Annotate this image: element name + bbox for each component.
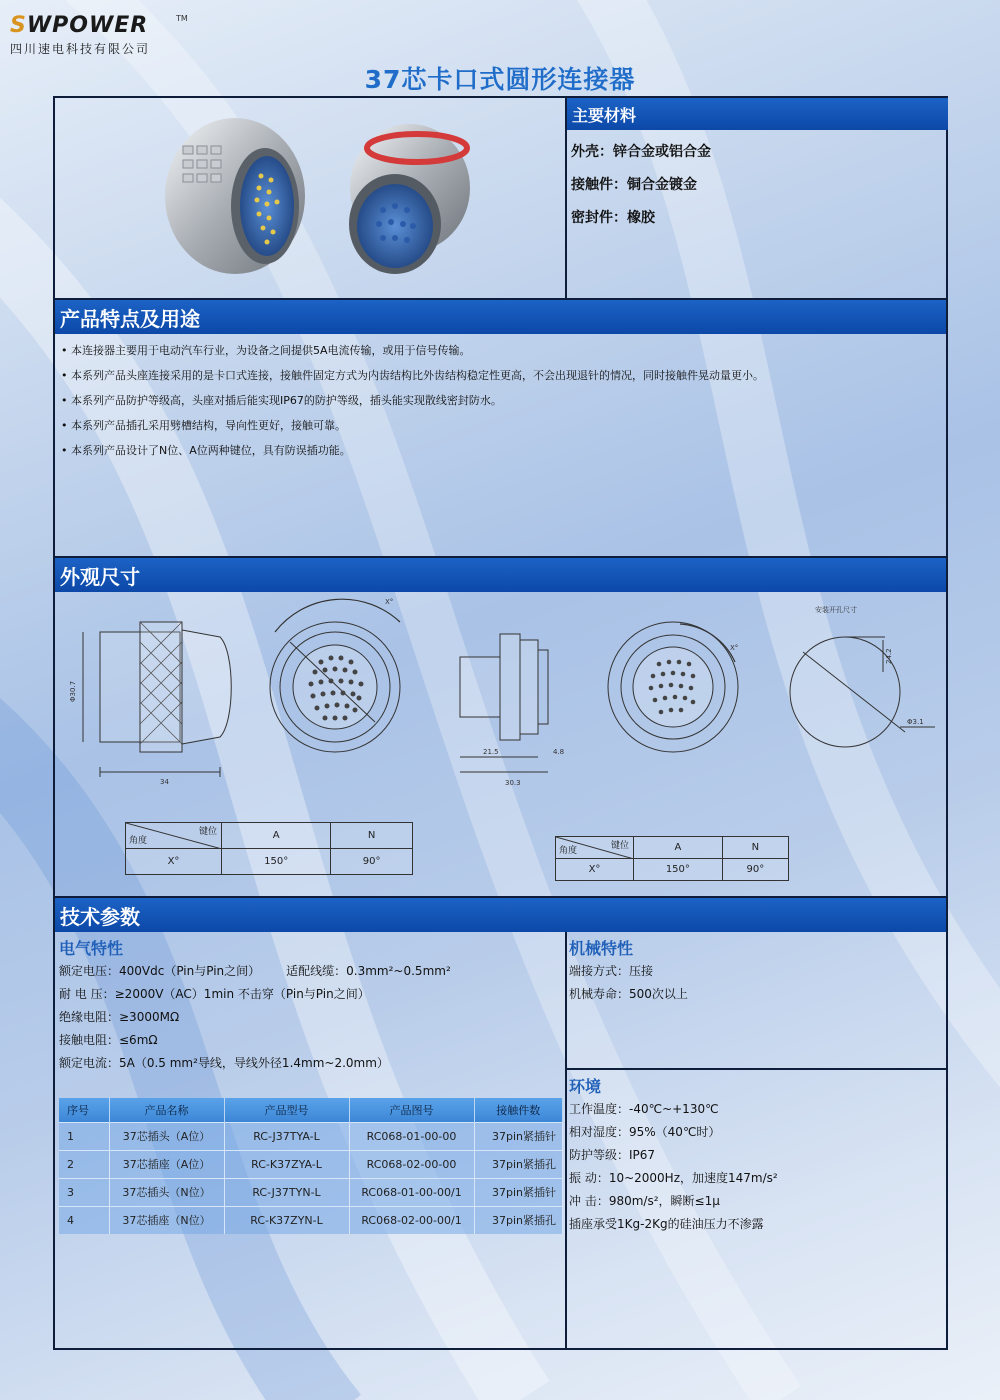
feature-item: • 本系列产品设计了N位、A位两种键位，具有防误插功能。 [59,438,939,463]
col-drawing: 产品图号 [349,1098,474,1122]
trademark-mark: TM [176,14,188,23]
cell-index: 4 [59,1206,109,1234]
table-header-row [59,1098,563,1122]
spec-line [59,960,451,983]
spec-line: 机械寿命：500次以上 [569,987,688,1001]
cell-contacts: 37pin紧插孔 [474,1150,563,1178]
cell-name: 37芯插头（A位） [109,1122,224,1150]
electrical-heading: 电气特性 [59,939,124,958]
key-label: 键位 [198,827,217,837]
dimensions-heading: 外观尺寸 [60,564,140,589]
dim-panel-label: 安装开孔尺寸 [815,606,857,614]
feature-item: • 本连接器主要用于电动汽车行业，为设备之间提供5A电流传输，或用于信号传输。 [59,338,939,363]
col-index: 序号 [59,1098,109,1122]
materials-heading: 主要材料 [572,105,637,125]
cell-model: RC-K37ZYN-L [224,1206,349,1234]
cell-name: 37芯插座（A位） [109,1150,224,1178]
dim-b: 30.3 [505,779,521,787]
dim-angle-mark-2: X° [730,644,739,652]
mechanical-heading: 机械特性 [569,939,634,958]
cell-name: 37芯插座（N位） [109,1206,224,1234]
wire-size: 适配线缆：0.3mm²~0.5mm² [286,964,451,978]
angle-table-receptacle [555,836,789,881]
cell-contacts: 37pin紧插针 [474,1122,563,1150]
cell-contacts: 37pin紧插针 [474,1178,563,1206]
materials-list [569,136,711,235]
spec-sheet-frame [53,96,948,1350]
cell-model: RC-K37ZYA-L [224,1150,349,1178]
feature-item: • 本系列产品插孔采用劈槽结构，导向性更好，接触可靠。 [59,413,939,438]
environment-specs [569,1098,778,1236]
col-a: A [634,837,723,859]
spec-line: 振 动：10~2000Hz，加速度147m/s² [569,1171,778,1185]
dim-length: 34 [160,778,169,786]
dim-c: 4.8 [553,748,565,756]
company-logo [10,13,188,57]
dim-panel-height: 24.2 [885,648,893,664]
rated-voltage: 额定电压：400Vdc（Pin与Pin之间） [59,964,261,978]
dimensions-heading-bar [55,558,946,592]
cell-drawing: RC068-02-00-00/1 [349,1206,474,1234]
table-row [59,1206,563,1234]
cell-index: 3 [59,1178,109,1206]
spec-line: 冲 击：980m/s²，瞬断≤1μ [569,1194,720,1208]
col-name: 产品名称 [109,1098,224,1122]
table-row [59,1178,563,1206]
spec-line: 插座承受1Kg-2Kg的硅油压力不渗露 [569,1217,764,1231]
product-table [59,1098,563,1234]
cell-contacts: 37pin紧插孔 [474,1206,563,1234]
row-label: X° [126,849,222,875]
dim-hole: Φ3.1 [907,718,924,726]
col-contacts: 接触件数 [474,1098,563,1122]
material-item: 接触件：铜合金镀金 [571,177,697,193]
cell-model: RC-J37TYA-L [224,1122,349,1150]
connector-photo [155,106,475,291]
features-list [59,338,939,463]
dim-diameter: Φ30.7 [69,680,77,702]
col-a: A [222,823,331,849]
angle-table-plug [125,822,413,875]
spec-line: 接触电阻：≤6mΩ [59,1033,158,1047]
cell-drawing: RC068-02-00-00 [349,1150,474,1178]
page-title: 37芯卡口式圆形连接器 [364,65,636,94]
row-label: X° [556,859,634,881]
spec-line: 耐 电 压：≥2000V（AC）1min 不击穿（Pin与Pin之间） [59,987,370,1001]
table-row [59,1122,563,1150]
angle-label: 角度 [129,836,148,846]
tech-heading: 技术参数 [60,904,140,929]
key-label: 键位 [610,841,629,851]
company-name: 四川速电科技有限公司 [10,42,151,56]
materials-heading-bar [567,98,948,130]
value-a: 150° [634,859,723,881]
spec-line: 额定电流：5A（0.5 mm²导线，导线外径1.4mm~2.0mm） [59,1056,389,1070]
table-row [59,1150,563,1178]
spec-line: 绝缘电阻：≥3000MΩ [59,1010,180,1024]
value-a: 150° [222,849,331,875]
mechanical-specs [569,960,688,1006]
cell-index: 2 [59,1150,109,1178]
features-heading-bar [55,300,946,334]
material-item: 密封件：橡胶 [571,210,655,226]
cell-drawing: RC068-01-00-00/1 [349,1178,474,1206]
feature-item: • 本系列产品头座连接采用的是卡口式连接，接触件固定方式为内齿结构比外齿结构稳定性更高，不会出现退针的情况，同时接触件晃动量更小。 [59,363,939,388]
environment-heading: 环境 [569,1077,602,1096]
col-n: N [722,837,788,859]
col-model: 产品型号 [224,1098,349,1122]
spec-line: 防护等级：IP67 [569,1148,656,1162]
dim-a: 21.5 [483,748,499,756]
material-item: 外壳：锌合金或铝合金 [571,144,711,160]
electrical-specs [59,960,451,1075]
features-heading: 产品特点及用途 [60,306,200,331]
angle-label: 角度 [559,846,578,856]
value-n: 90° [722,859,788,881]
cell-name: 37芯插头（N位） [109,1178,224,1206]
spec-line: 工作温度：-40℃~+130℃ [569,1102,719,1116]
col-n: N [331,823,413,849]
tech-heading-bar [55,898,946,932]
cell-drawing: RC068-01-00-00 [349,1122,474,1150]
value-n: 90° [331,849,413,875]
feature-item: • 本系列产品防护等级高，头座对插后能实现IP67的防护等级，插头能实现散线密封防水。 [59,388,939,413]
spec-line: 相对湿度：95%（40℃时） [569,1125,721,1139]
spec-line: 端接方式：压接 [569,964,654,978]
brand-wordmark: SWPOWER [10,13,149,38]
cell-index: 1 [59,1122,109,1150]
cell-model: RC-J37TYN-L [224,1178,349,1206]
dim-angle-mark: X° [385,598,394,606]
